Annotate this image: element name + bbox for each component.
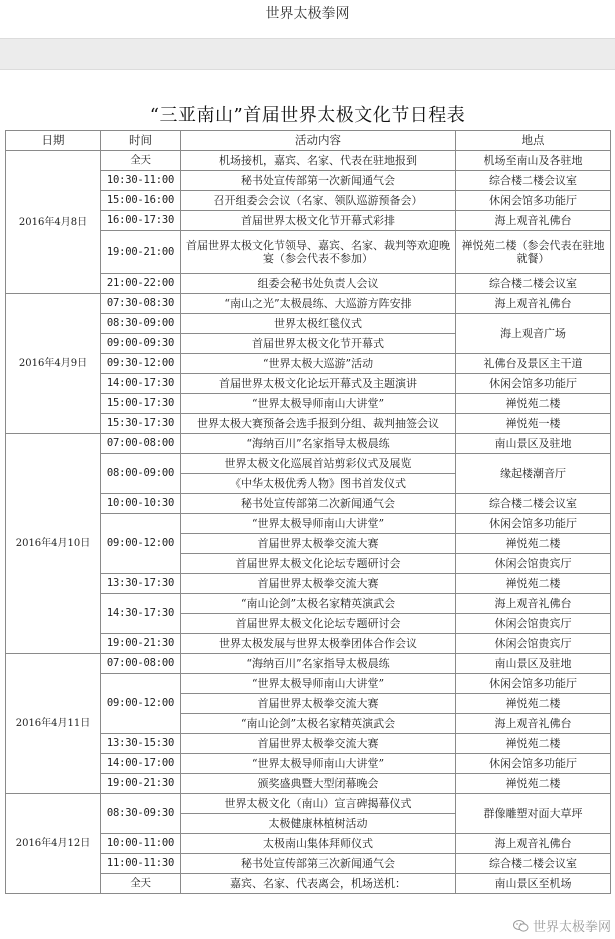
time-cell: 09:00-12:00 [101,514,181,574]
place-cell: 群像雕塑对面大草坪 [456,794,611,834]
place-cell: 禅悦苑二楼 [456,774,611,794]
time-cell: 13:30-15:30 [101,734,181,754]
activity-cell: 召开组委会会议（名家、领队巡游预备会） [181,191,456,211]
place-cell: 禅悦苑二楼（参会代表在驻地就餐） [456,231,611,274]
place-cell: 机场至南山及各驻地 [456,151,611,171]
date-cell: 2016年4月11日 [6,654,101,794]
place-cell: 综合楼二楼会议室 [456,854,611,874]
activity-cell: 首届世界太极文化论坛开幕式及主题演讲 [181,374,456,394]
activity-cell: “世界太极大巡游”活动 [181,354,456,374]
place-cell: 南山景区及驻地 [456,654,611,674]
time-cell: 19:00-21:30 [101,774,181,794]
activity-cell: 秘书处宣传部第一次新闻通气会 [181,171,456,191]
time-cell: 16:00-17:30 [101,211,181,231]
table-row [6,434,611,454]
activity-cell: “南山之光”太极晨练、大巡游方阵安排 [181,294,456,314]
date-cell: 2016年4月10日 [6,434,101,654]
activity-cell: 首届世界太极文化论坛专题研讨会 [181,554,456,574]
table-header-row [6,131,611,151]
watermark [511,916,613,935]
place-cell: 休闲会馆多功能厅 [456,754,611,774]
place-cell: 综合楼二楼会议室 [456,274,611,294]
activity-cell: 首届世界太极拳交流大赛 [181,574,456,594]
activity-cell: 首届世界太极拳交流大赛 [181,534,456,554]
activity-cell: 世界太极发展与世界太极拳团体合作会议 [181,634,456,654]
place-cell: 海上观音礼佛台 [456,714,611,734]
place-cell: 休闲会馆多功能厅 [456,191,611,211]
header-activity: 活动内容 [181,131,456,151]
place-cell: 休闲会馆多功能厅 [456,514,611,534]
place-cell: 综合楼二楼会议室 [456,494,611,514]
place-cell: 禅悦苑二楼 [456,574,611,594]
time-cell: 14:30-17:30 [101,594,181,634]
place-cell: 缘起楼潮音厅 [456,454,611,494]
site-header [0,0,615,28]
activity-cell: 世界太极文化巡展首站剪彩仪式及展览 [181,454,456,474]
activity-cell: 颁奖盛典暨大型闭幕晚会 [181,774,456,794]
time-cell: 09:00-09:30 [101,334,181,354]
activity-cell: 首届世界太极文化节开幕式 [181,334,456,354]
date-cell: 2016年4月8日 [6,151,101,294]
time-cell: 19:00-21:30 [101,634,181,654]
time-cell: 08:30-09:30 [101,794,181,834]
place-cell: 南山景区及驻地 [456,434,611,454]
time-cell: 09:00-12:00 [101,674,181,734]
schedule-table [5,130,611,894]
activity-cell: “世界太极导师南山大讲堂” [181,514,456,534]
time-cell: 21:00-22:00 [101,274,181,294]
time-cell: 07:00-08:00 [101,434,181,454]
time-cell: 14:00-17:30 [101,374,181,394]
place-cell: 禅悦苑二楼 [456,734,611,754]
place-cell: 休闲会馆贵宾厅 [456,614,611,634]
activity-cell: 首届世界太极拳交流大赛 [181,694,456,714]
activity-cell: 嘉宾、名家、代表离会，机场送机： [181,874,456,894]
place-cell: 礼佛台及景区主干道 [456,354,611,374]
place-cell: 禅悦苑一楼 [456,414,611,434]
activity-cell: 首届世界太极文化论坛专题研讨会 [181,614,456,634]
activity-cell: 太极健康林植树活动 [181,814,456,834]
place-cell: 海上观音礼佛台 [456,294,611,314]
table-row [6,294,611,314]
time-cell: 19:00-21:00 [101,231,181,274]
place-cell: 禅悦苑二楼 [456,534,611,554]
activity-cell: 机场接机，嘉宾、名家、代表在驻地报到 [181,151,456,171]
site-title: 世界太极拳网 [265,6,350,22]
time-cell: 全天 [101,874,181,894]
time-cell: 全天 [101,151,181,171]
place-cell: 海上观音礼佛台 [456,594,611,614]
time-cell: 15:30-17:30 [101,414,181,434]
place-cell: 休闲会馆贵宾厅 [456,554,611,574]
activity-cell: 首届世界太极文化节开幕式彩排 [181,211,456,231]
activity-cell: 世界太极大赛预备会选手报到分组、裁判抽签会议 [181,414,456,434]
header-date: 日期 [6,131,101,151]
time-cell: 07:00-08:00 [101,654,181,674]
time-cell: 08:00-09:00 [101,454,181,494]
date-cell: 2016年4月9日 [6,294,101,434]
activity-cell: 组委会秘书处负责人会议 [181,274,456,294]
time-cell: 10:00-11:00 [101,834,181,854]
time-cell: 11:00-11:30 [101,854,181,874]
place-cell: 禅悦苑二楼 [456,694,611,714]
time-cell: 10:00-10:30 [101,494,181,514]
wechat-icon [513,919,529,933]
document-title: “三亚南山”首届世界太极文化节日程表 [149,105,466,126]
activity-cell: 《中华太极优秀人物》图书首发仪式 [181,474,456,494]
place-cell: 综合楼二楼会议室 [456,171,611,191]
place-cell: 海上观音礼佛台 [456,211,611,231]
time-cell: 15:00-17:30 [101,394,181,414]
place-cell: 禅悦苑二楼 [456,394,611,414]
activity-cell: “南山论剑”太极名家精英演武会 [181,594,456,614]
place-cell: 海上观音礼佛台 [456,834,611,854]
activity-cell: 太极南山集体拜师仪式 [181,834,456,854]
time-cell: 07:30-08:30 [101,294,181,314]
activity-cell: 秘书处宣传部第二次新闻通气会 [181,494,456,514]
time-cell: 10:30-11:00 [101,171,181,191]
activity-cell: 首届世界太极拳交流大赛 [181,734,456,754]
header-time: 时间 [101,131,181,151]
table-row [6,151,611,171]
time-cell: 15:00-16:00 [101,191,181,211]
table-row [6,654,611,674]
place-cell: 休闲会馆贵宾厅 [456,634,611,654]
activity-cell: “世界太极导师南山大讲堂” [181,674,456,694]
header-divider-bar [0,38,615,70]
activity-cell: 世界太极文化（南山）宣言碑揭幕仪式 [181,794,456,814]
activity-cell: 秘书处宣传部第三次新闻通气会 [181,854,456,874]
watermark-text: 世界太极拳网 [532,920,611,935]
time-cell: 08:30-09:00 [101,314,181,334]
activity-cell: 首届世界太极文化节领导、嘉宾、名家、裁判等欢迎晚宴（参会代表不参加） [181,231,456,274]
activity-cell: “世界太极导师南山大讲堂” [181,754,456,774]
activity-cell: “南山论剑”太极名家精英演武会 [181,714,456,734]
place-cell: 南山景区至机场 [456,874,611,894]
activity-cell: “世界太极导师南山大讲堂” [181,394,456,414]
activity-cell: 世界太极红毯仪式 [181,314,456,334]
time-cell: 14:00-17:00 [101,754,181,774]
time-cell: 13:30-17:30 [101,574,181,594]
table-row [6,794,611,814]
time-cell: 09:30-12:00 [101,354,181,374]
place-cell: 休闲会馆多功能厅 [456,674,611,694]
place-cell: 海上观音广场 [456,314,611,354]
place-cell: 休闲会馆多功能厅 [456,374,611,394]
header-place: 地点 [456,131,611,151]
date-cell: 2016年4月12日 [6,794,101,894]
activity-cell: “海纳百川”名家指导太极晨练 [181,654,456,674]
activity-cell: “海纳百川”名家指导太极晨练 [181,434,456,454]
